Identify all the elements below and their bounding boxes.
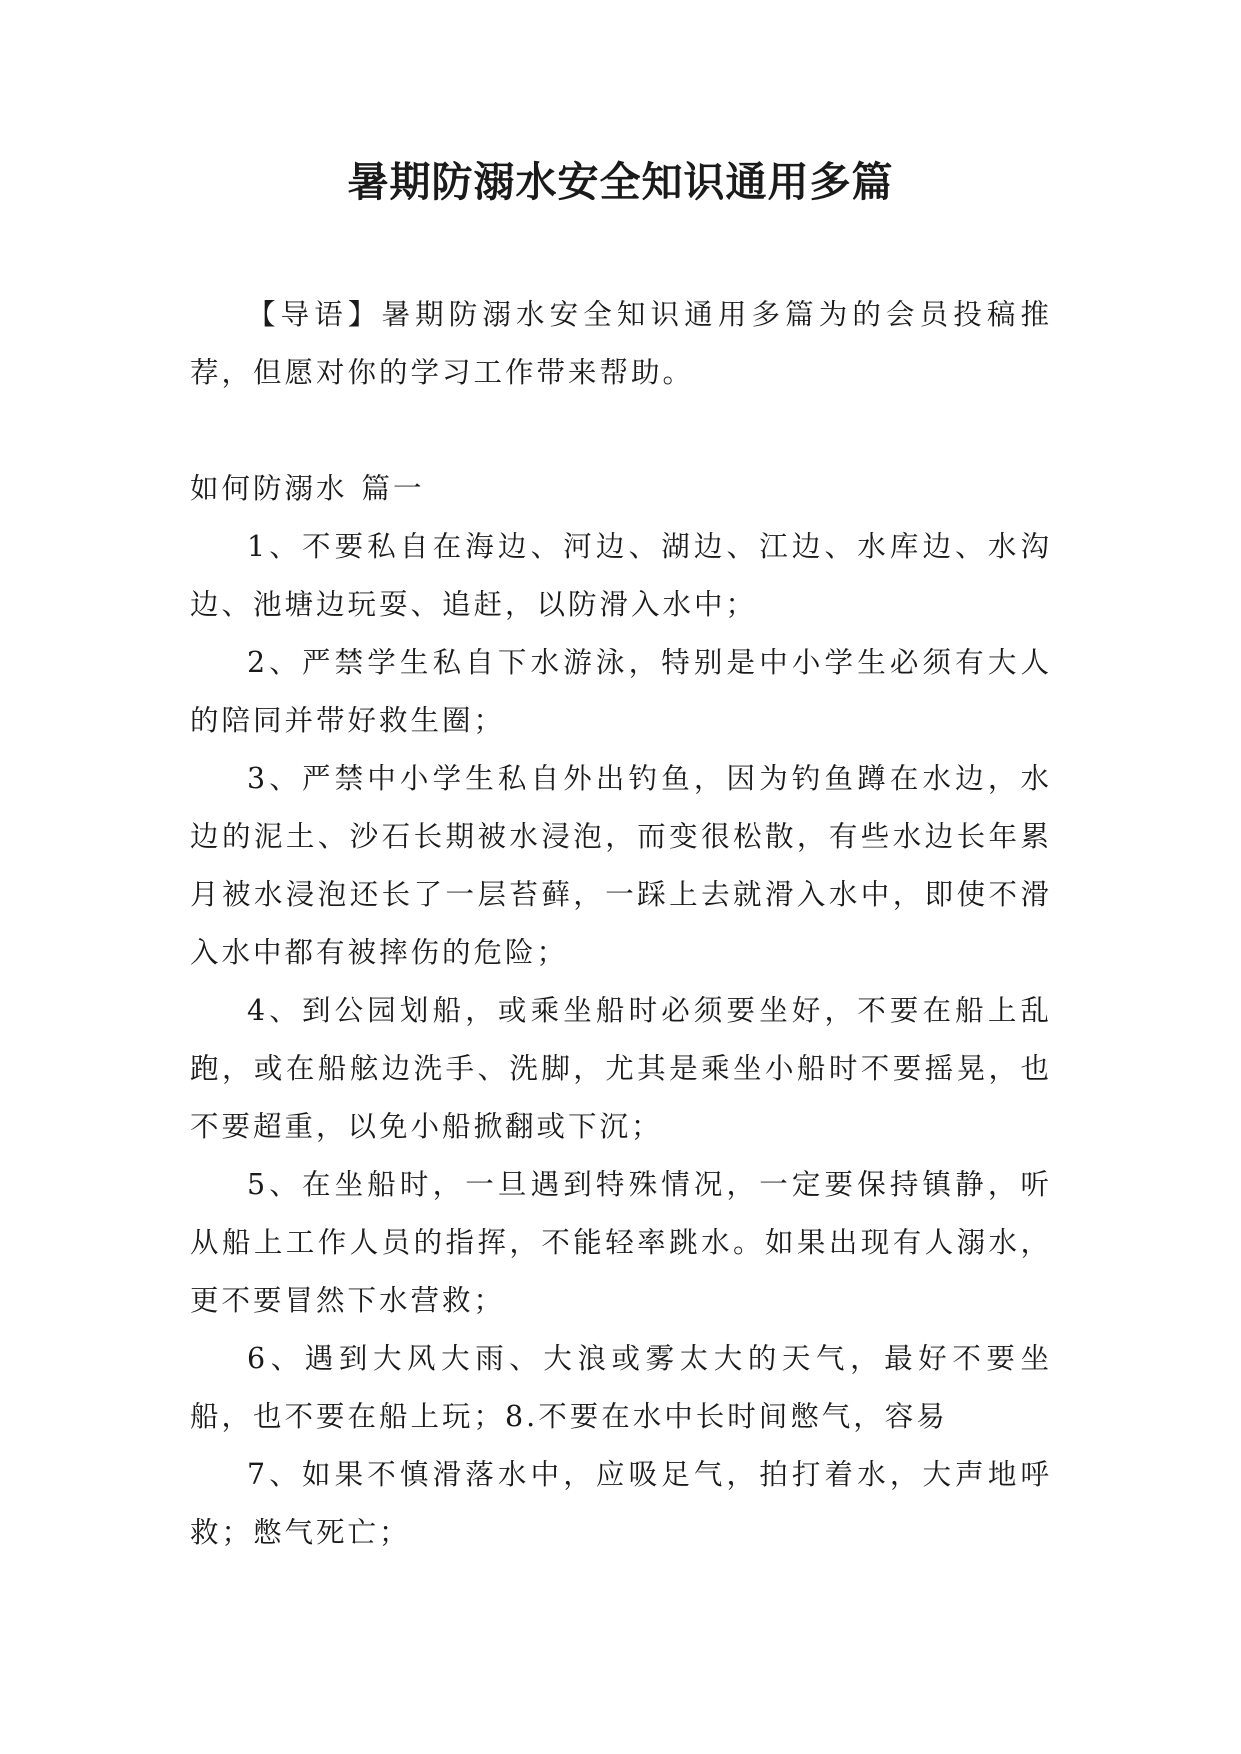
intro-paragraph: 【导语】暑期防溺水安全知识通用多篇为的会员投稿推荐，但愿对你的学习工作带来帮助。 <box>190 298 1052 389</box>
section-heading-text: 如何防溺水 <box>190 472 348 505</box>
document-body <box>190 286 1052 1562</box>
list-item: 7、如果不慎滑落水中，应吸足气，拍打着水，大声地呼救；憋气死亡； <box>190 1458 1052 1549</box>
list-item: 2、严禁学生私自下水游泳，特别是中小学生必须有大人的陪同并带好救生圈； <box>190 646 1052 737</box>
list-item: 3、严禁中小学生私自外出钓鱼，因为钓鱼蹲在水边，水边的泥土、沙石长期被水浸泡，而变很松散，有些水边长年累月被水浸泡还长了一层苔藓，一踩上去就滑入水中，即使不滑入水中都有被摔伤的危险； <box>190 762 1052 969</box>
section-label: 篇一 <box>361 472 425 505</box>
list-item: 4、到公园划船，或乘坐船时必须要坐好，不要在船上乱跑，或在船舷边洗手、洗脚，尤其是乘坐小船时不要摇晃，也不要超重，以免小船掀翻或下沉； <box>190 994 1052 1143</box>
list-item: 5、在坐船时，一旦遇到特殊情况，一定要保持镇静，听从船上工作人员的指挥，不能轻率跳水。如果出现有人溺水，更不要冒然下水营救； <box>190 1168 1052 1317</box>
list-item: 6、遇到大风大雨、大浪或雾太大的天气，最好不要坐船，也不要在船上玩；8.不要在水中长时间憋气，容易 <box>190 1342 1052 1433</box>
section-heading <box>190 460 1052 518</box>
document-title: 暑期防溺水安全知识通用多篇 <box>347 158 894 206</box>
list-item: 1、不要私自在海边、河边、湖边、江边、水库边、水沟边、池塘边玩耍、追赶，以防滑入水中； <box>190 530 1052 621</box>
